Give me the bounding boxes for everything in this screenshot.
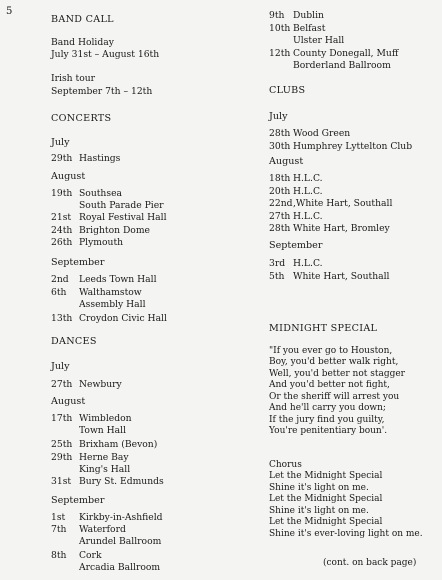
dance-entry (51, 379, 122, 391)
entry-venue: H.L.C. (293, 186, 323, 197)
entry-venue: Croydon Civic Hall (79, 313, 167, 324)
verse-line: Or the sheriff will arrest you (269, 391, 400, 402)
entry-venue-line2: Arcadia Ballroom (79, 561, 161, 573)
entry-venue: Walthamstow (79, 287, 142, 298)
entry-venue: Newbury (79, 379, 122, 390)
entry-date: 21st (51, 212, 72, 223)
club-entry (269, 223, 390, 235)
entry-venue: Dublin (293, 10, 324, 21)
club-entry (269, 271, 389, 283)
entry-date: 13th (51, 313, 73, 324)
clubs-month-august: August (269, 156, 304, 167)
entry-date: 27th (269, 211, 291, 222)
entry-venue-line2: Town Hall (79, 424, 127, 436)
dance-entry (269, 10, 324, 22)
chorus-line: Let the Midnight Special (269, 471, 383, 482)
verse-line: If the jury find you guilty, (269, 414, 385, 425)
dance-entry (51, 476, 164, 488)
entry-date: 29th (51, 452, 73, 463)
entry-venue: Brixham (Bevon) (79, 439, 158, 450)
dances-month-july: July (51, 361, 70, 372)
entry-venue: Bury St. Edmunds (79, 476, 164, 487)
concert-entry (51, 212, 167, 224)
entry-date: 17th (51, 413, 73, 424)
dances-heading: DANCES (51, 336, 97, 347)
song-verse (269, 346, 405, 437)
band-call-heading: BAND CALL (51, 14, 114, 25)
entry-venue-line2: South Parade Pier (79, 199, 164, 211)
concert-entry (51, 313, 167, 325)
entry-venue-line2: Arundel Ballroom (79, 535, 162, 547)
entry-venue: White Hart, Bromley (293, 223, 390, 234)
dance-entry (51, 413, 132, 436)
entry-date: 26th (51, 237, 73, 248)
entry-date: 6th (51, 287, 67, 298)
club-entry (269, 211, 323, 223)
entry-date: 12th (269, 48, 291, 59)
entry-date: 24th (51, 225, 73, 236)
entry-venue: County Donegall, Muff (293, 48, 399, 59)
entry-venue: Wood Green (293, 128, 351, 139)
entry-date: 29th (51, 153, 73, 164)
entry-venue: Cork (79, 550, 102, 561)
entry-venue: Wimbledon (79, 413, 132, 424)
entry-date: 30th (269, 141, 291, 152)
clubs-month-july: July (269, 111, 288, 122)
entry-date: 3rd (269, 258, 286, 269)
entry-date: 2nd (51, 274, 69, 285)
entry-date: 28th (269, 128, 291, 139)
club-entry (269, 173, 323, 185)
dance-entry (51, 550, 160, 573)
concerts-month-july: July (51, 137, 70, 148)
chorus-line: Let the Midnight Special (269, 494, 383, 505)
entry-venue: Waterford (79, 524, 126, 535)
concert-entry (51, 153, 120, 165)
club-entry (269, 258, 323, 270)
entry-venue: H.L.C. (293, 173, 323, 184)
entry-date: 18th (269, 173, 291, 184)
entry-venue: Belfast (293, 23, 326, 34)
club-entry (269, 198, 392, 210)
concerts-heading: CONCERTS (51, 113, 112, 124)
concert-entry (51, 225, 150, 237)
concert-entry (51, 188, 164, 211)
entry-date: 31st (51, 476, 72, 487)
entry-venue: Herne Bay (79, 452, 129, 463)
clubs-heading: CLUBS (269, 85, 306, 96)
chorus-line: Shine it's ever-loving light on me. (269, 528, 423, 539)
entry-venue: Kirkby-in-Ashfield (79, 512, 163, 523)
concert-entry (51, 274, 157, 286)
concert-entry (51, 287, 146, 310)
entry-venue: ,White Hart, Southall (293, 198, 393, 209)
band-holiday-label: Band Holiday (51, 37, 114, 48)
entry-venue: Southsea (79, 188, 122, 199)
chorus-line: Let the Midnight Special (269, 517, 383, 528)
entry-date: 8th (51, 550, 67, 561)
entry-venue: Royal Festival Hall (79, 212, 167, 223)
continued-note: (cont. on back page) (323, 558, 417, 568)
chorus-line: Shine it's light on me. (269, 505, 369, 516)
dance-entry (269, 48, 398, 71)
entry-date: 28th (269, 223, 291, 234)
dance-entry (51, 524, 161, 547)
entry-venue: Brighton Dome (79, 225, 150, 236)
dance-entry (51, 439, 157, 451)
irish-tour-label: Irish tour (51, 73, 96, 84)
dance-entry (51, 452, 130, 475)
entry-venue-line2: King's Hall (79, 463, 131, 475)
entry-venue: Leeds Town Hall (79, 274, 157, 285)
club-entry (269, 141, 412, 153)
entry-date: 10th (269, 23, 291, 34)
entry-venue: Plymouth (79, 237, 124, 248)
club-entry (269, 128, 350, 140)
chorus-label: Chorus (269, 460, 302, 470)
concerts-month-september: September (51, 257, 105, 268)
entry-date: 9th (269, 10, 285, 21)
entry-venue: White Hart, Southall (293, 271, 390, 282)
club-entry (269, 186, 323, 198)
entry-venue-line2: Borderland Ballroom (293, 59, 391, 71)
band-holiday-dates: July 31st – August 16th (51, 49, 160, 60)
dances-month-august: August (51, 396, 86, 407)
verse-line: And you'd better not fight, (269, 380, 390, 391)
entry-venue: H.L.C. (293, 258, 323, 269)
verse-line: Well, you'd better not stagger (269, 368, 405, 379)
verse-line: Boy, you'd better walk right, (269, 357, 399, 368)
entry-date: 1st (51, 512, 66, 523)
irish-tour-dates: September 7th – 12th (51, 86, 153, 97)
entry-venue-line2: Assembly Hall (79, 298, 146, 310)
entry-venue: H.L.C. (293, 211, 323, 222)
entry-date: 19th (51, 188, 73, 199)
concert-entry (51, 237, 123, 249)
entry-venue-line2: Ulster Hall (293, 34, 345, 46)
entry-venue: Hastings (79, 153, 121, 164)
page-number: 5 (6, 6, 13, 17)
entry-date: 5th (269, 271, 285, 282)
midnight-special-heading: MIDNIGHT SPECIAL (269, 323, 378, 334)
entry-date: 22nd (269, 198, 293, 209)
dance-entry (269, 23, 344, 46)
concerts-month-august: August (51, 171, 86, 182)
verse-line: You're penitentiary boun'. (269, 425, 388, 436)
dance-entry (51, 512, 163, 524)
entry-date: 27th (51, 379, 73, 390)
clubs-month-september: September (269, 240, 323, 251)
entry-venue: Humphrey Lyttelton Club (293, 141, 413, 152)
entry-date: 20th (269, 186, 291, 197)
verse-line: "If you ever go to Houston, (269, 346, 393, 356)
chorus-line: Shine it's light on me. (269, 482, 369, 493)
song-chorus (269, 460, 423, 540)
verse-line: And he'll carry you down; (269, 403, 386, 414)
entry-date: 7th (51, 524, 67, 535)
entry-date: 25th (51, 439, 73, 450)
dances-month-september: September (51, 495, 105, 506)
